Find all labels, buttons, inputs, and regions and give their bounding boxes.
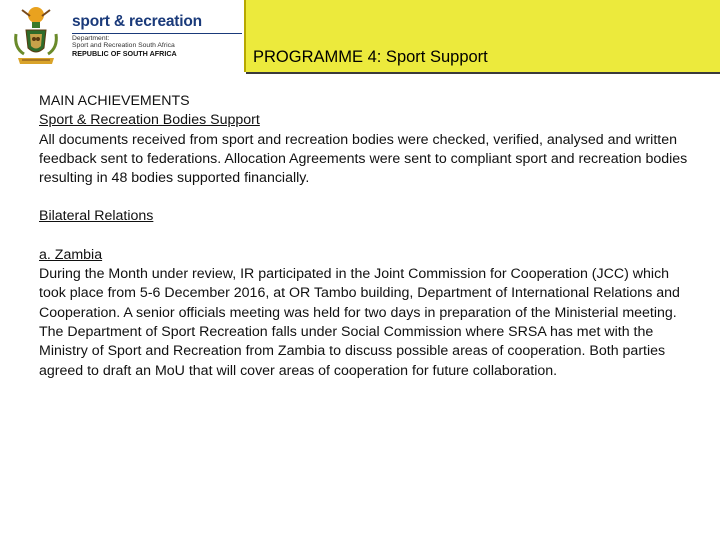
section-title-bodies-support: Sport & Recreation Bodies Support: [39, 112, 260, 129]
department-label: Department:: [72, 33, 242, 43]
department-logo: [0, 0, 244, 72]
slide-content: [39, 92, 699, 381]
section-title-bilateral-relations: Bilateral Relations: [39, 208, 154, 225]
title-underline: [246, 72, 720, 74]
country-name: REPUBLIC OF SOUTH AFRICA: [72, 49, 177, 58]
section-title-zambia: a. Zambia: [39, 246, 103, 263]
brand-wordmark: sport & recreation: [72, 13, 202, 30]
page-title: PROGRAMME 4: Sport Support: [253, 48, 488, 66]
section-text-zambia: During the Month under review, IR participated in the Joint Commission for Cooperation (JCC) which took place from 5-6 December 2016, at OR Tambo building, Department of International Relations and Cooperation. A senior officials meeting was held for two days in preparation of the Ministerial meeting. The Department of Sport Recreation falls under Social Commission where SRSA has met with the Ministry of Sport and Recreation from Zambia to discuss possible areas of cooperation. Both parties agreed to draft an MoU that will cover areas of cooperation for future collaboration.: [39, 266, 680, 379]
department-name: Sport and Recreation South Africa: [72, 42, 175, 49]
main-heading: MAIN ACHIEVEMENTS: [39, 93, 190, 109]
coat-of-arms-icon: [8, 4, 64, 68]
slide-header: [0, 0, 720, 72]
section-text-bodies-support: All documents received from sport and recreation bodies were checked, verified, analysed and written feedback sent to federations. Allocation Agreements were sent to compliant sport and recreation bodies resulting in 48 bodies supported financially.: [39, 131, 688, 187]
